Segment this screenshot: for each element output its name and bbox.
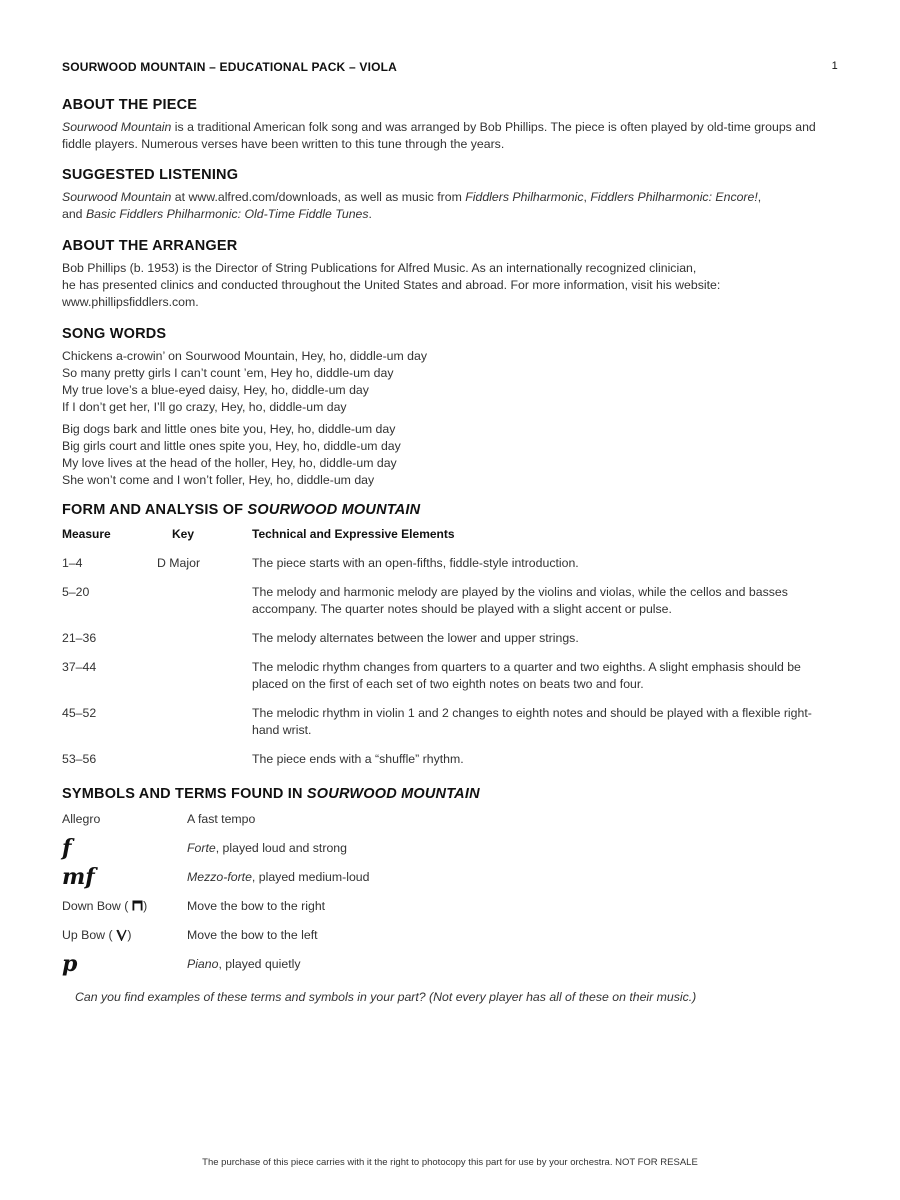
forte-symbol <box>62 833 187 862</box>
verse-1 <box>62 348 838 416</box>
analysis-header-row <box>62 527 838 555</box>
measure-cell: 1–4 <box>62 556 83 570</box>
about-piece-text: Sourwood Mountain is a traditional American folk song and was arranged by Bob Phillips. The piece is often played by old-time groups and fiddle players. Numerous verses have been written to this tune through the years. <box>62 120 816 151</box>
arranger-website: www.phillipsfiddlers.com. <box>62 295 199 309</box>
elements-cell: The melodic rhythm in violin 1 and 2 changes to eighth notes and should be played with a flexible right-hand wrist. <box>252 706 812 737</box>
term-down-bow: Down Bow ( ) <box>62 898 148 913</box>
arranger-line: Bob Phillips (b. 1953) is the Director of String Publications for Alfred Music. As an internationally recognized clinician, <box>62 261 697 275</box>
measure-cell: 5–20 <box>62 585 90 599</box>
section-about-arranger <box>62 238 838 311</box>
heading-symbols-terms: SYMBOLS AND TERMS FOUND IN SOURWOOD MOUNTAIN <box>62 786 480 802</box>
key-cell <box>157 630 252 659</box>
column-header-elements: Technical and Expressive Elements <box>252 527 455 541</box>
table-row <box>62 751 838 780</box>
table-row <box>62 659 838 705</box>
section-form-analysis <box>62 502 838 780</box>
term-definition: Move the bow to the right <box>187 898 326 913</box>
piano-dynamic-icon: p <box>62 950 78 977</box>
mezzo-forte-symbol <box>62 862 187 891</box>
column-header-measure: Measure <box>62 527 111 541</box>
measure-cell: 37–44 <box>62 660 97 674</box>
running-header <box>62 60 838 74</box>
key-cell <box>157 705 252 751</box>
section-symbols-terms <box>62 786 838 978</box>
elements-cell: The melodic rhythm changes from quarters to a quarter and two eighths. A slight emphasis should be placed on the first of each set of two eighth notes on beats two and four. <box>252 660 801 691</box>
section-suggested-listening <box>62 167 838 223</box>
elements-cell: The melody and harmonic melody are played by the violins and violas, while the cellos and basses accompany. The quarter notes should be played with a slight accent or pulse. <box>252 585 788 616</box>
down-bow-icon <box>128 899 143 913</box>
key-cell <box>157 659 252 705</box>
term-row <box>62 833 838 862</box>
measure-cell: 53–56 <box>62 752 97 766</box>
key-cell <box>157 751 252 780</box>
elements-cell: The piece starts with an open-fifths, fiddle-style introduction. <box>252 556 579 570</box>
heading-song-words: SONG WORDS <box>62 326 167 342</box>
mezzo-forte-dynamic-icon: mf <box>62 863 95 890</box>
table-row <box>62 705 838 751</box>
term-row <box>62 862 838 891</box>
up-bow-icon <box>113 928 128 942</box>
lyric-line: Big girls court and little ones spite you, Hey, ho, diddle-um day <box>62 439 401 453</box>
lyric-line: So many pretty girls I can’t count ’em, Hey ho, diddle-um day <box>62 366 394 380</box>
lyric-line: Big dogs bark and little ones bite you, Hey, ho, diddle-um day <box>62 422 396 436</box>
table-row <box>62 584 838 630</box>
measure-cell: 45–52 <box>62 706 97 720</box>
term-row <box>62 920 838 949</box>
analysis-table <box>62 527 838 780</box>
column-header-key: Key <box>172 527 195 541</box>
review-question: Can you find examples of these terms and symbols in your part? (Not every player has all of these on their music.) <box>75 990 697 1004</box>
terms-table <box>62 804 838 978</box>
lyric-line: She won’t come and I won’t foller, Hey, ho, diddle-um day <box>62 473 375 487</box>
running-title: SOURWOOD MOUNTAIN – EDUCATIONAL PACK – VIOLA <box>62 60 398 74</box>
piano-symbol <box>62 949 187 978</box>
heading-form-analysis: FORM AND ANALYSIS OF SOURWOOD MOUNTAIN <box>62 502 421 518</box>
table-row <box>62 630 838 659</box>
lyric-line: Chickens a-crowin’ on Sourwood Mountain, Hey, ho, diddle-um day <box>62 349 427 363</box>
forte-dynamic-icon: f <box>62 834 72 861</box>
footer-copyright-notice: The purchase of this piece carries with it the right to photocopy this part for use by your orchestra. NOT FOR RESALE <box>202 1157 698 1168</box>
term-up-bow: Up Bow ( ) <box>62 927 132 942</box>
measure-cell: 21–36 <box>62 631 97 645</box>
elements-cell: The piece ends with a “shuffle” rhythm. <box>252 752 464 766</box>
page-number: 1 <box>831 60 838 72</box>
key-cell: D Major <box>157 556 201 570</box>
term-definition: Piano, played quietly <box>187 956 301 971</box>
term-definition: Mezzo-forte, played medium-loud <box>187 869 370 884</box>
heading-about-arranger: ABOUT THE ARRANGER <box>62 238 238 254</box>
section-about-piece <box>62 97 838 153</box>
heading-about-piece: ABOUT THE PIECE <box>62 97 198 113</box>
heading-suggested-listening: SUGGESTED LISTENING <box>62 167 239 183</box>
term-row <box>62 949 838 978</box>
table-row <box>62 555 838 584</box>
arranger-line: he has presented clinics and conducted throughout the United States and abroad. For more information, visit his website: <box>62 278 721 292</box>
term-definition: A fast tempo <box>187 811 256 826</box>
term-allegro: Allegro <box>62 811 101 826</box>
elements-cell: The melody alternates between the lower and upper strings. <box>252 631 579 645</box>
key-cell <box>157 584 252 630</box>
verse-2 <box>62 421 838 489</box>
lyric-line: My true love’s a blue-eyed daisy, Hey, ho, diddle-um day <box>62 383 369 397</box>
lyric-line: My love lives at the head of the holler, Hey, ho, diddle-um day <box>62 456 397 470</box>
lyric-line: If I don’t get her, I’ll go crazy, Hey, ho, diddle-um day <box>62 400 347 414</box>
term-row <box>62 804 838 833</box>
term-definition: Forte, played loud and strong <box>187 840 347 855</box>
section-song-words <box>62 326 838 494</box>
term-row <box>62 891 838 920</box>
term-definition: Move the bow to the left <box>187 927 318 942</box>
suggested-listening-text: Sourwood Mountain at www.alfred.com/downloads, as well as music from Fiddlers Philharmonic, Fiddlers Philharmonic: Encore!, and Basic Fiddlers Philharmonic: Old-Time Fiddle Tunes. <box>62 190 762 221</box>
